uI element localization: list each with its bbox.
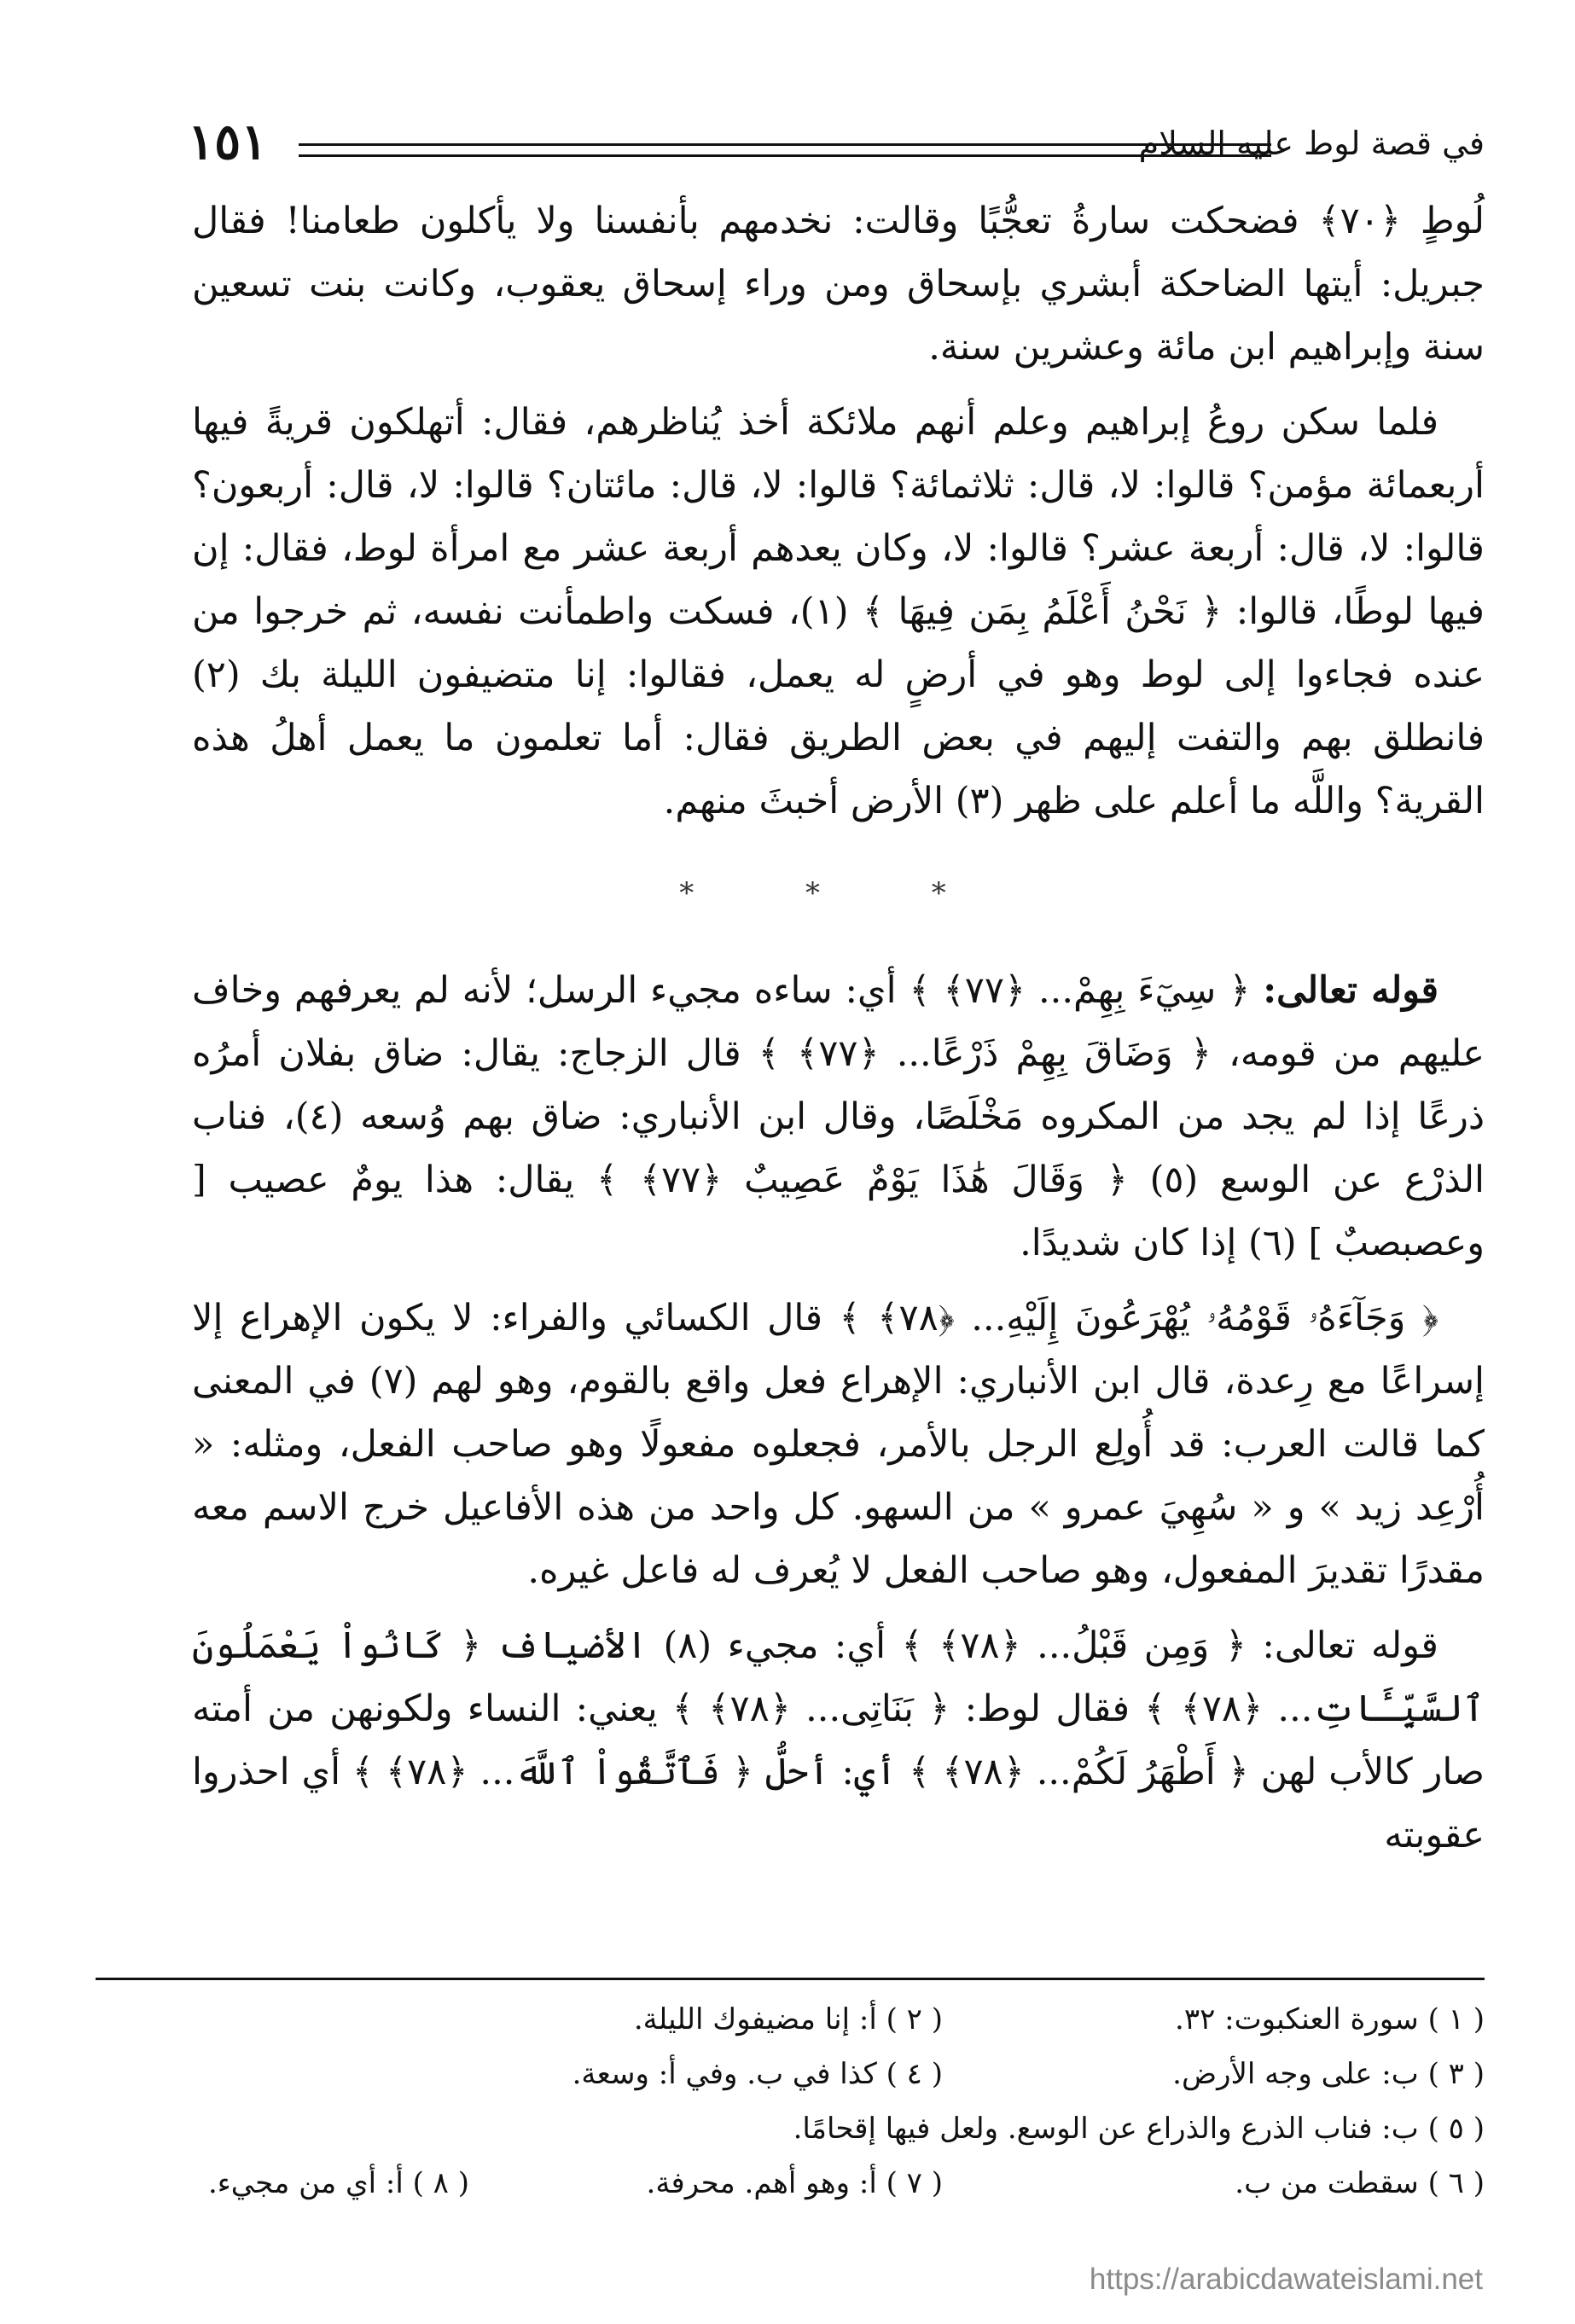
watermark-url: https://arabicdawateislami.net bbox=[1089, 2263, 1483, 2296]
header-title: في قصة لوط عليه السلام bbox=[1138, 125, 1485, 162]
footnote-row bbox=[188, 1992, 1485, 2047]
footnote-rule bbox=[96, 1978, 1485, 1980]
main-text bbox=[192, 189, 1485, 1879]
paragraph-3-text: ﴿ سِيٓءَ بِهِمْ... ﴿٧٧﴾ ﴾ أي: ساءه مجيء الرسل؛ لأنه لم يعرفهم وخاف عليهم من قومه، ﴿ وَضَاقَ بِهِمْ ذَرْعًا... ﴿٧٧﴾ ﴾ قال الزجاج: يقال: ضاق بفلان أمرُه ذرعًا إذا لم يجد من المكروه مَخْلَصًا، وقال ابن الأنباري: ضاق بهم وُسعه (٤)، فناب الذرْع عن الوسع (٥) ﴿ وَقَالَ هَٰذَا يَوْمٌ عَصِيبٌ ﴿٧٧﴾ ﴾ يقال: هذا يومٌ عصيب [ وعصبصبٌ ] (٦) إذا كان شديدًا. bbox=[192, 969, 1485, 1264]
paragraph-1: لُوطٍ ﴿٧٠﴾ فضحكت سارةُ تعجُّبًا وقالت: نخدمهم بأنفسنا ولا يأكلون طعامنا! فقال جبريل: أيتها الضاحكة أبشري بإسحاق ومن وراء إسحاق يعقوب، وكانت بنت تسعين سنة وإبراهيم ابن مائة وعشرين سنة. bbox=[192, 200, 1485, 369]
paragraph-4: ﴿ وَجَآءَهُۥ قَوْمُهُۥ يُهْرَعُونَ إِلَيْهِ... ﴿٧٨﴾ ﴾ قال الكسائي والفراء: لا يكون الإهراع إلا إسراعًا مع رِعدة، قال ابن الأنباري: الإهراع فعل واقع بالقوم، وهو لهم (٧) في المعنى كما قالت العرب: قد أُولِع الرجل بالأمر، فجعلوه مفعولًا وهو صاحب الفعل، ومثله: « أُرْعِد زيد » و « سُهِيَ عمرو » من السهو. كل واحد من هذه الأفاعيل خرج الاسم معه مقدرًا تقديرَ المفعول، وهو صاحب الفعل لا يُعرف له فاعل غيره. bbox=[192, 1297, 1485, 1592]
footnote-3: ( ٣ ) ب: على وجه الأرض. bbox=[1172, 2057, 1485, 2091]
footnote-2: ( ٢ ) أ: إنا مضيفوك الليلة. bbox=[633, 2002, 943, 2036]
footnote-row bbox=[188, 2156, 1485, 2211]
section-separator: * * * bbox=[679, 876, 997, 910]
paragraph-3 bbox=[192, 959, 1485, 1275]
paragraph-5: قوله تعالى: ﴿ وَمِن قَبْلُ... ﴿٧٨﴾ ﴾ أي: مجيء (٨) الأضياف ﴿ كَانُواْ يَعْمَلُونَ ٱلسَّيِّـَٔاتِ... ﴿٧٨﴾ ﴾ فقال لوط: ﴿ بَنَاتِى... ﴿٧٨﴾ ﴾ يعني: النساء ولكونهن من أمته صار كالأب لهن ﴿ أَطْهَرُ لَكُمْ... ﴿٧٨﴾ ﴾ أي: أحلُّ ﴿ فَٱتَّقُواْ ٱللَّهَ... ﴿٧٨﴾ ﴾ أي احذروا عقوبته bbox=[192, 1624, 1485, 1856]
paragraph-3-lead: قوله تعالى: bbox=[1263, 969, 1438, 1012]
footnote-7: ( ٧ ) أ: وهو أهم. محرفة. bbox=[646, 2166, 943, 2200]
footnote-8: ( ٨ ) أ: أي من مجيء. bbox=[208, 2166, 469, 2200]
footnote-4: ( ٤ ) كذا في ب. وفي أ: وسعة. bbox=[572, 2057, 943, 2091]
footnote-6: ( ٦ ) سقطت من ب. bbox=[1235, 2166, 1485, 2200]
page-number: ١٥١ bbox=[188, 113, 268, 171]
paragraph-2: فلما سكن روعُ إبراهيم وعلم أنهم ملائكة أخذ يُناظرهم، فقال: أتهلكون قريةً فيها أربعمائة مؤمن؟ قالوا: لا، قال: ثلاثمائة؟ قالوا: لا، قال: مائتان؟ قالوا: لا، قال: أربعون؟ قالوا: لا، قال: أربعة عشر؟ قالوا: لا، وكان يعدهم أربعة عشر مع امرأة لوط، فقال: إن فيها لوطًا، قالوا: ﴿ نَحْنُ أَعْلَمُ بِمَن فِيهَا ﴾ (١)، فسكت واطمأنت نفسه، ثم خرجوا من عنده فجاءوا إلى لوط وهو في أرضٍ له يعمل، فقالوا: إنا متضيفون الليلة بك (٢) فانطلق بهم والتفت إليهم في بعض الطريق فقال: أما تعلمون ما يعمل أهلُ هذه القرية؟ واللَّه ما أعلم على ظهر (٣) الأرض أخبثَ منهم. bbox=[192, 401, 1485, 822]
running-header bbox=[188, 113, 1485, 179]
footnote-1: ( ١ ) سورة العنكبوت: ٣٢. bbox=[1175, 2002, 1485, 2036]
footnotes bbox=[188, 1992, 1485, 2211]
footnote-row bbox=[188, 2101, 1485, 2156]
footnote-row bbox=[188, 2047, 1485, 2101]
header-double-rule bbox=[299, 143, 1271, 157]
footnote-5: ( ٥ ) ب: فناب الذرع والذراع عن الوسع. ولعل فيها إقحامًا. bbox=[793, 2112, 1485, 2146]
